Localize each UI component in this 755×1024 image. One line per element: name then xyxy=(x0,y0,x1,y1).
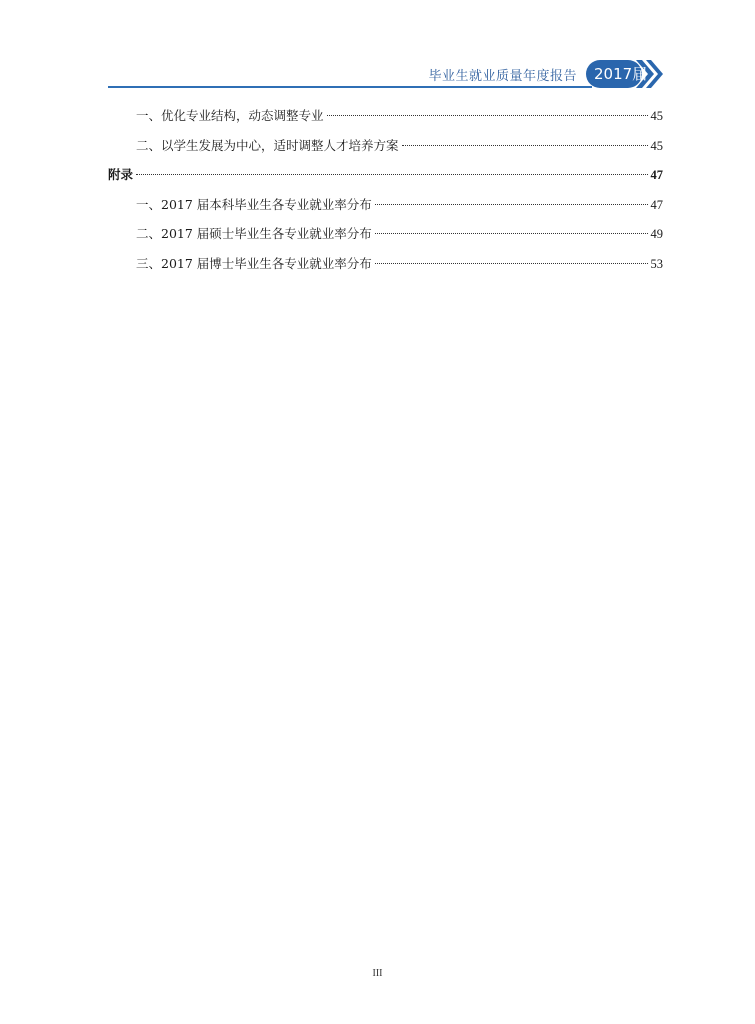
dot-leader xyxy=(136,174,647,175)
page-number: III xyxy=(372,968,383,979)
toc-entry-title: 二、以学生发展为中心，适时调整人才培养方案 xyxy=(136,137,399,153)
dot-leader xyxy=(327,115,648,116)
toc-entry-page: 45 xyxy=(650,138,663,153)
year-badge xyxy=(586,58,666,90)
toc-entry-title: 三、2017 届博士毕业生各专业就业率分布 xyxy=(136,255,372,271)
toc-entry-page: 53 xyxy=(650,256,663,271)
dot-leader xyxy=(375,233,648,234)
toc-entry-title: 二、2017 届硕士毕业生各专业就业率分布 xyxy=(136,226,372,241)
toc-entry-title: 一、2017 届本科毕业生各专业就业率分布 xyxy=(136,196,372,212)
toc-entry-page: 45 xyxy=(650,109,663,123)
toc-entry[interactable] xyxy=(108,136,663,166)
toc-entry-title: 一、优化专业结构，动态调整专业 xyxy=(136,108,324,123)
toc-entry-page: 47 xyxy=(650,197,663,212)
toc-entry[interactable] xyxy=(108,195,663,225)
toc-section-page: 47 xyxy=(650,168,663,182)
page-header xyxy=(108,56,663,92)
toc-entry-page: 49 xyxy=(650,227,663,241)
report-title: 毕业生就业质量年度报告 xyxy=(428,69,577,84)
toc-entry[interactable] xyxy=(108,106,663,136)
dot-leader xyxy=(402,145,648,146)
toc-entry[interactable] xyxy=(108,254,663,284)
badge-label: 2017届 xyxy=(594,65,648,83)
table-of-contents xyxy=(108,106,663,283)
dot-leader xyxy=(375,204,648,205)
toc-section-title: 附录 xyxy=(108,167,134,182)
toc-section-appendix[interactable] xyxy=(108,165,663,195)
header-rule xyxy=(108,86,592,88)
dot-leader xyxy=(375,263,648,264)
toc-entry[interactable] xyxy=(108,224,663,254)
